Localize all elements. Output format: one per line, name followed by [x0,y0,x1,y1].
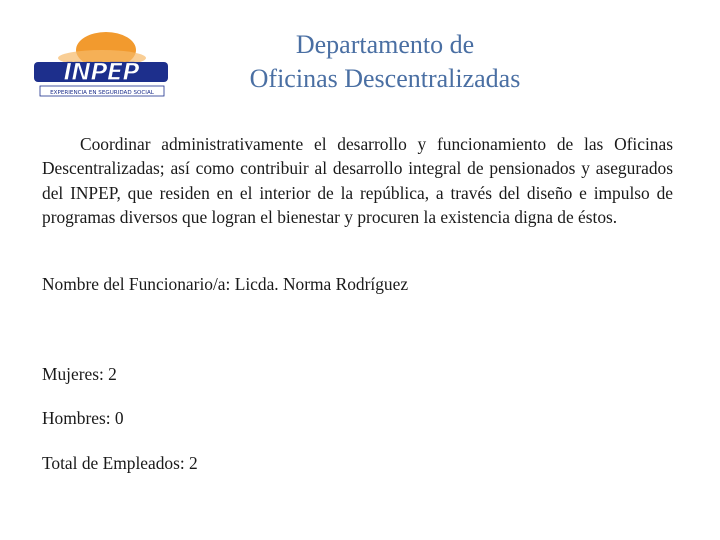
funcionario-name: Nombre del Funcionario/a: Licda. Norma Rodríguez [42,274,409,294]
mujeres-count: Mujeres: 2 [42,364,117,384]
logo-wordmark: INPEP [63,58,139,86]
department-description: Coordinar administrativamente el desarrollo y funcionamiento de las Oficinas Descentralizadas; así como contribuir al desarrollo integral de pensionados y asegurados del INPEP, que residen en el interior de la república, a través del diseño e impulso de programas diversos que logran el bienestar y procuren la existencia digna de éstos. [42,134,673,227]
inpep-logo [32,28,170,100]
hombres-count: Hombres: 0 [42,408,124,428]
page-title [175,28,595,96]
page-title-line-1: Departamento de [295,30,475,59]
total-empleados: Total de Empleados: 2 [42,453,198,473]
logo-tagline: EXPERIENCIA EN SEGURIDAD SOCIAL [50,90,154,96]
inpep-logo-graphic [32,28,170,100]
page-title-line-2: Oficinas Descentralizadas [249,64,521,93]
